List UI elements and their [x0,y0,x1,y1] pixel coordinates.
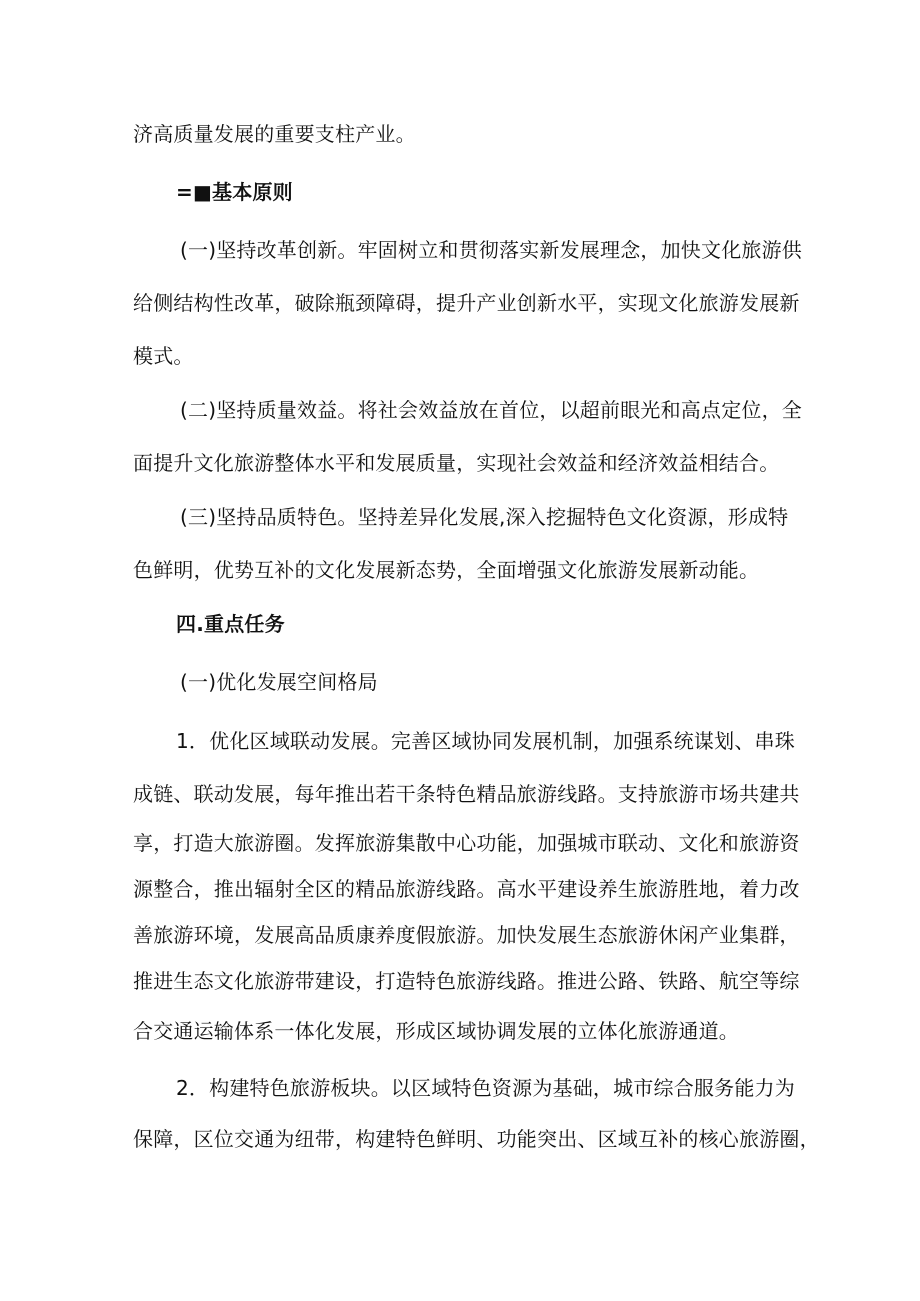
section-heading-key-tasks: 四.重点任务 [176,612,285,636]
subheading-optimize-layout: (一)优化发展空间格局 [180,670,378,694]
principle-2-line-1: (二)坚持质量效益。将社会效益放在首位，以超前眼光和高点定位，全 [180,398,803,422]
task-1-line-6: 推进生态文化旅游带建设，打造特色旅游线路。推进公路、铁路、航空等综 [133,969,800,993]
section-heading-basic-principles: =■基本原则 [176,180,293,204]
principle-3-line-2: 色鲜明，优势互补的文化发展新态势，全面增强文化旅游发展新动能。 [133,558,760,582]
principle-1-line-2: 给侧结构性改革，破除瓶颈障碍，提升产业创新水平，实现文化旅游发展新 [133,291,800,315]
task-2-line-2: 保障，区位交通为纽带，构建特色鲜明、功能突出、区域互补的核心旅游圈， [133,1127,820,1151]
task-1-line-1: 1．优化区域联动发展。完善区域协同发展机制，加强系统谋划、串珠 [176,729,795,753]
principle-2-line-2: 面提升文化旅游整体水平和发展质量，实现社会效益和经济效益相结合。 [133,451,780,475]
principle-1-line-3: 模式。 [133,344,194,368]
task-1-line-4: 源整合，推出辐射全区的精品旅游线路。高水平建设养生旅游胜地，着力改 [133,877,800,901]
task-1-line-2: 成链、联动发展，每年推出若干条特色精品旅游线路。支持旅游市场共建共 [133,782,800,806]
paragraph-intro-tail: 济高质量发展的重要支柱产业。 [133,122,416,146]
task-2-line-1: 2．构建特色旅游板块。以区域特色资源为基础，城市综合服务能力为 [176,1076,795,1100]
task-1-line-7: 合交通运输体系一体化发展，形成区域协调发展的立体化旅游通道。 [133,1019,739,1043]
principle-3-line-1: (三)坚持品质特色。坚持差异化发展,深入挖掘特色文化资源，形成特 [180,505,789,529]
task-1-line-3: 享，打造大旅游圈。发挥旅游集散中心功能，加强城市联动、文化和旅游资 [133,831,800,855]
task-1-line-5: 善旅游环境，发展高品质康养度假旅游。加快发展生态旅游休闲产业集群， [133,923,800,947]
principle-1-line-1: (一)坚持改革创新。牢固树立和贯彻落实新发展理念，加快文化旅游供 [180,238,803,262]
